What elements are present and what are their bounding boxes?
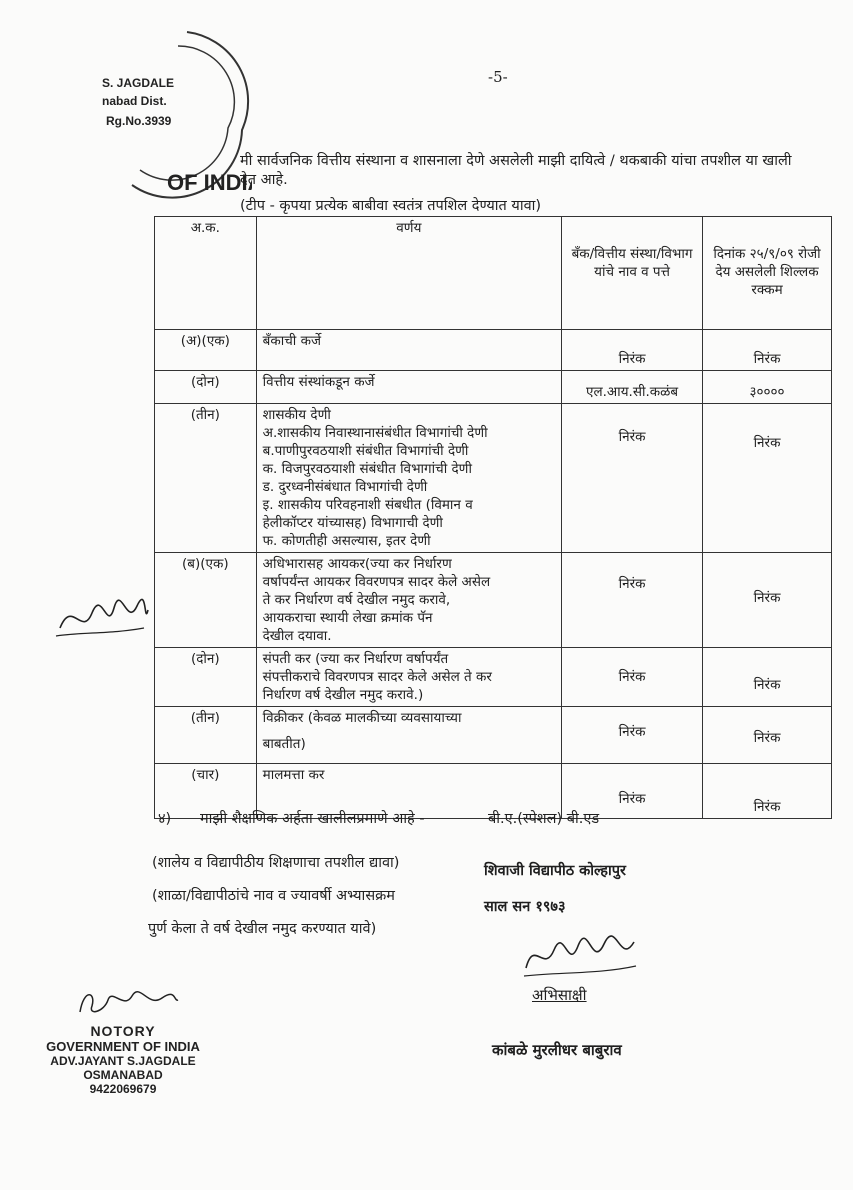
education-line-4: पुर्ण केला ते वर्ष देखील नमुद करण्यात यावे) (148, 921, 377, 937)
row-institution: एल.आय.सी.कळंब (562, 371, 703, 404)
deponent-label: अभिसाक्षी (532, 986, 587, 1004)
table-row (155, 404, 832, 553)
row-number: (चार) (155, 764, 257, 819)
table-row (155, 648, 832, 707)
qualification-degree: बी.ए.(स्पेशल) बी.एड (488, 811, 600, 827)
notary-place: OSMANABAD (83, 1068, 163, 1082)
row-balance: निरंक (703, 707, 832, 764)
education-line-2: (शालेय व विद्यापीठीय शिक्षणाचा तपशील द्यावा) (152, 855, 400, 871)
header-serial: अ.क. (155, 217, 257, 330)
row-institution: निरंक (562, 707, 703, 764)
row-balance: निरंक (703, 764, 832, 819)
intro-text: मी सार्वजनिक वित्तीय संस्थाना व शासनाला देणे असलेली माझी दायित्वे / थकबाकी यांचा तपशील या खाली देत आहे. (240, 153, 792, 188)
liabilities-table (154, 216, 832, 819)
row-number: (ब)(एक) (155, 553, 257, 648)
table-row (155, 707, 832, 764)
table-row (155, 553, 832, 648)
signature-deponent (520, 930, 640, 985)
table-row (155, 330, 832, 371)
seal-line-3: Rg.No.3939 (106, 114, 172, 128)
header-description: वर्णय (256, 217, 561, 330)
page-number: -5- (488, 68, 508, 86)
row-number: (तीन) (155, 707, 257, 764)
signature-scribble-icon (520, 930, 640, 985)
svg-text:OF INDIA: OF INDI (167, 170, 248, 195)
row-institution: निरंक (562, 330, 703, 371)
row-balance: निरंक (703, 553, 832, 648)
row-balance: ३०००० (703, 371, 832, 404)
signature-scribble-icon (52, 588, 152, 648)
row-description: मालमत्ता कर (256, 764, 561, 819)
signature-margin (52, 588, 152, 648)
notary-gov: GOVERNMENT OF INDIA (46, 1039, 200, 1054)
row-number: (अ)(एक) (155, 330, 257, 371)
education-line-3: (शाळा/विद्यापीठांचे नाव व ज्यावर्षी अभ्यासक्रम (152, 888, 395, 904)
row-institution: निरंक (562, 648, 703, 707)
notary-title: NOTORY (90, 1023, 156, 1039)
seal-line-1: S. JAGDALE (102, 76, 175, 90)
row-institution: निरंक (562, 553, 703, 648)
notary-phone: 9422069679 (89, 1082, 157, 1096)
seal-ring-icon (92, 20, 252, 200)
seal-line-2: nabad Dist. (102, 94, 167, 108)
deponent-name: कांबळे मुरलीधर बाबुराव (492, 1041, 622, 1059)
row-institution: निरंक (562, 404, 703, 553)
row-description: शासकीय देणी अ.शासकीय निवास्थानासंबंधीत विभागांची देणी ब.पाणीपुरवठयाशी संबंधीत विभागांची देणी क. विजपुरवठयाशी संबंधीत विभागांची देणी ड. दुरध्वनीसंबंधात विभागांची देणी इ. शासकीय परिवहनाशी संबधीत (विमान व हेलीकॉप्टर यांच्यासह) विभागाची देणी फ. कोणतीही असल्यास, इतर देणी (256, 404, 561, 553)
row-balance: निरंक (703, 404, 832, 553)
row-description: अधिभारासह आयकर(ज्या कर निर्धारण वर्षापर्यंन्त आयकर विवरणपत्र सादर केले असेल ते कर निर्धारण वर्ष देखील नमुद करावे, आयकराचा स्थायी लेखा क्रमांक पॅन देखील दयावा. (256, 553, 561, 648)
notary-stamp (28, 985, 218, 1096)
notary-seal (92, 20, 252, 200)
row-description: बँकाची कर्जे (256, 330, 561, 371)
education-number: ४) (158, 811, 172, 827)
row-balance: निरंक (703, 330, 832, 371)
row-description: संपती कर (ज्या कर निर्धारण वर्षापर्यंत संपत्तीकराचे विवरणपत्र सादर केले असेल ते कर निर्धारण वर्ष देखील नमुद करावे.) (256, 648, 561, 707)
notary-name: ADV.JAYANT S.JAGDALE (50, 1054, 196, 1068)
row-number: (दोन) (155, 648, 257, 707)
row-institution: निरंक (562, 764, 703, 819)
row-description: विक्रीकर (केवळ मालकीच्या व्यवसायाच्या बाबतीत) (256, 707, 561, 764)
qualification-year: साल सन १९७३ (484, 899, 566, 915)
row-number: (तीन) (155, 404, 257, 553)
header-balance: दिनांक २५/९/०९ रोजी देय असलेली शिल्लक रक्कम (703, 217, 832, 330)
note-text: (टीप - कृपया प्रत्येक बाबीवा स्वतंत्र तपशिल देण्यात यावा) (240, 198, 542, 214)
education-line-1: माझी शैक्षणिक अर्हता खालीलप्रमाणे आहे - (200, 811, 425, 827)
row-description: वित्तीय संस्थांकडून कर्जे (256, 371, 561, 404)
row-number: (दोन) (155, 371, 257, 404)
header-institution: बँक/वित्तीय संस्था/विभाग यांचे नाव व पत्ते (562, 217, 703, 330)
row-balance: निरंक (703, 648, 832, 707)
table-row (155, 371, 832, 404)
qualification-university: शिवाजी विद्यापीठ कोल्हापुर (484, 863, 626, 879)
table-header-row (155, 217, 832, 330)
